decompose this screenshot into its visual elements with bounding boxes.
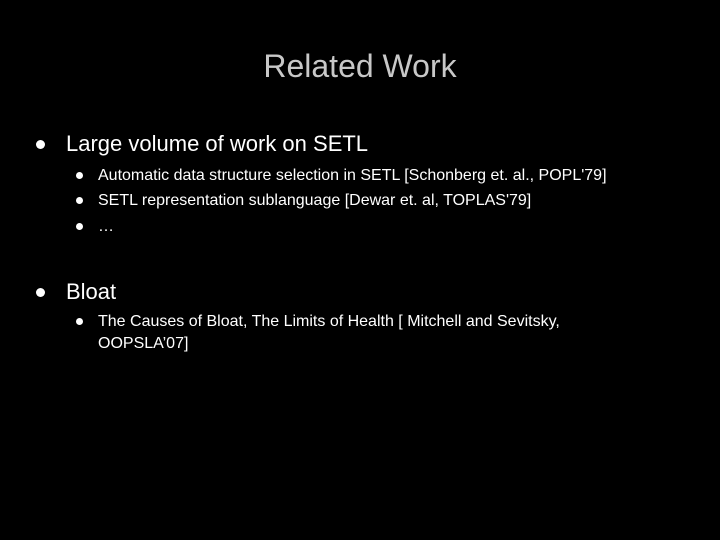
sub-item-mitchell-line1: The Causes of Bloat, The Limits of Health [ Mitchell and Sevitsky, — [98, 313, 560, 330]
sub-bullet-icon — [76, 197, 83, 204]
bullet-icon — [36, 140, 45, 149]
sub-bullet-icon — [76, 223, 83, 230]
sub-bullet-icon — [76, 172, 83, 179]
sub-item-mitchell-line2: OOPSLA’07] — [98, 335, 189, 352]
bullet-item-bloat: Bloat — [66, 279, 117, 304]
slide-title: Related Work — [263, 48, 457, 84]
sub-item-ellipsis: … — [98, 218, 114, 235]
bullet-item-setl: Large volume of work on SETL — [66, 131, 369, 156]
sub-item-schonberg: Automatic data structure selection in SETL [Schonberg et. al., POPL'79] — [98, 167, 607, 184]
sub-bullet-icon — [76, 318, 83, 325]
bullet-icon — [36, 288, 45, 297]
sub-item-dewar: SETL representation sublanguage [Dewar et. al, TOPLAS'79] — [98, 192, 532, 209]
